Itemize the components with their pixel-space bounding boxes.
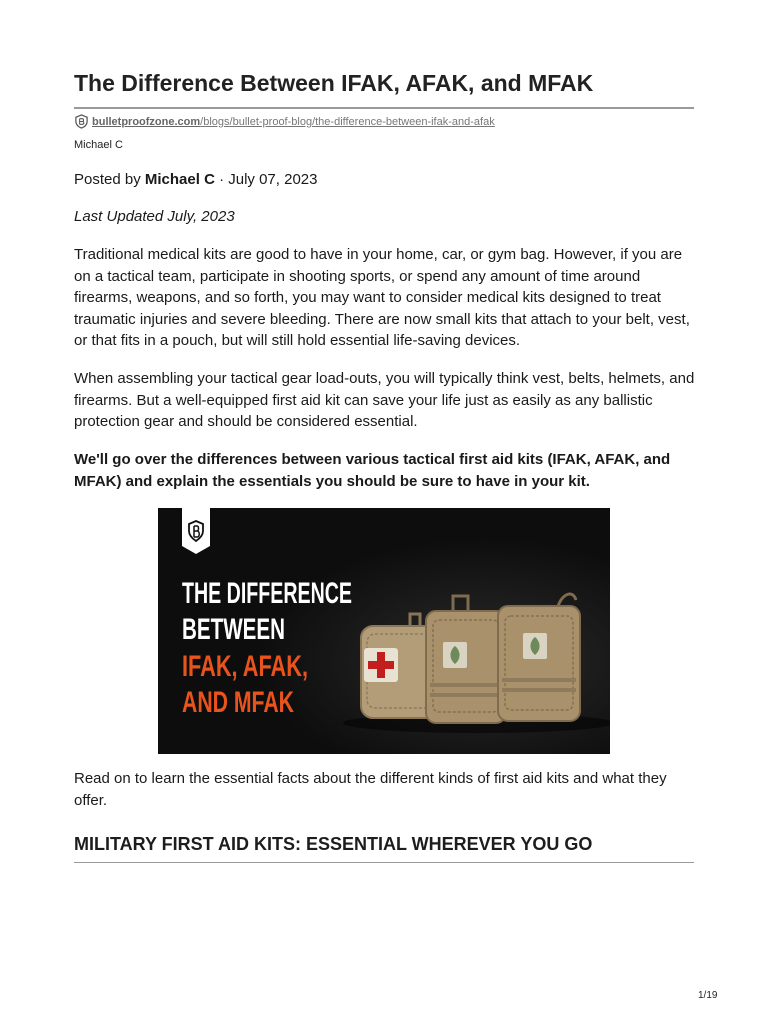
paragraph-1: Traditional medical kits are good to have in your home, car, or gym bag. However, if you are on a tactical team, participate in shooting sports, or spend any amount of time around firearms, weapons, and so forth, you may want to consider medical kits designed to treat traumatic injuries and severe bleeding. There are now small kits that attach to your belt, vest, or that fits in a pouch, but will still hold essential life-saving devices. (74, 246, 690, 350)
posted-author: Michael C (144, 171, 215, 188)
brand-badge-icon (182, 508, 210, 554)
author-byline: Michael C (74, 139, 123, 151)
hero-line-2: BETWEEN (182, 613, 285, 646)
shield-logo-icon (74, 114, 89, 129)
hero-line-3: IFAK, AFAK, (182, 650, 308, 683)
posted-line (74, 171, 317, 188)
posted-prefix: Posted by (74, 171, 145, 188)
hero-line-1: THE DIFFERENCE (182, 577, 352, 610)
source-path[interactable]: /blogs/bullet-proof-blog/the-difference-between-ifak-and-afak (200, 115, 495, 128)
posted-date: · July 07, 2023 (214, 171, 318, 188)
paragraph-3-bold: We'll go over the differences between various tactical first aid kits (IFAK, AFAK, and MFAK) and explain the essentials you should be sure to have in your kit. (74, 451, 671, 490)
title-divider (74, 107, 694, 109)
hero-image (158, 508, 610, 754)
section-divider (74, 862, 694, 863)
page-number: 1/19 (698, 990, 718, 1001)
last-updated: Last Updated July, 2023 (74, 208, 235, 225)
article-title: The Difference Between IFAK, AFAK, and MFAK (74, 70, 594, 96)
source-link[interactable] (74, 114, 495, 129)
section-heading: MILITARY FIRST AID KITS: ESSENTIAL WHEREVER YOU GO (74, 834, 593, 854)
source-domain[interactable]: bulletproofzone.com (92, 115, 201, 128)
paragraph-2: When assembling your tactical gear load-outs, you will typically think vest, belts, helmets, and firearms. But a well-equipped first aid kit can save your life just as easily as any ballistic protection gear and should be considered essential. (74, 370, 695, 431)
paragraph-4: Read on to learn the essential facts about the different kinds of first aid kits and what they offer. (74, 770, 667, 809)
hero-line-4: AND MFAK (182, 686, 295, 719)
